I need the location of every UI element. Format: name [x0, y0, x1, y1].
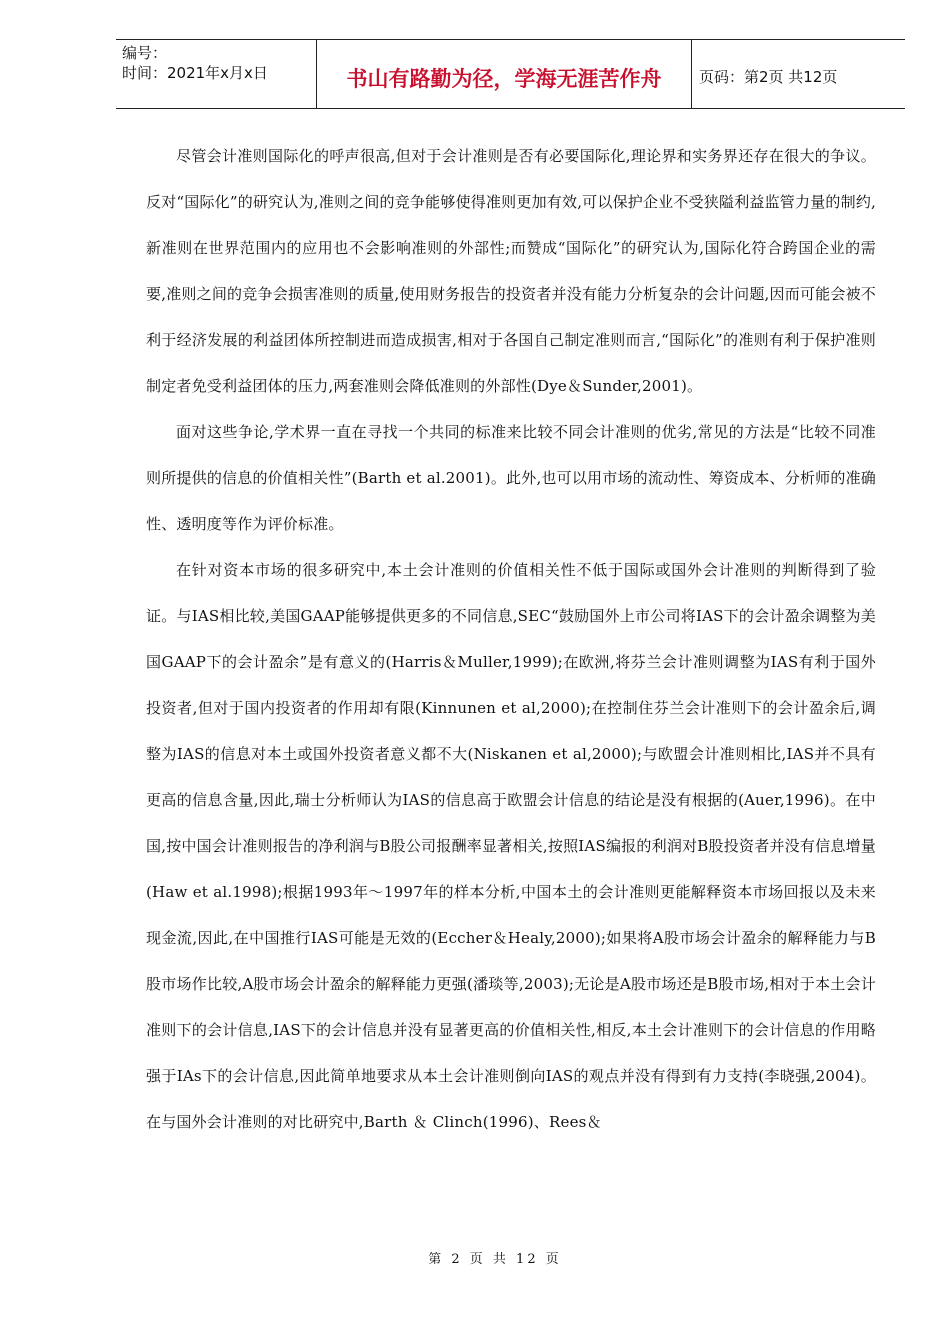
header-page-label: 页码：第2页 共12页 — [699, 68, 838, 86]
document-number-label: 编号： — [122, 44, 168, 62]
document-body — [146, 133, 876, 1145]
page-footer: 第 2 页 共 12 页 — [428, 1252, 562, 1267]
header-motto: 书山有路勤为径，学海无涯苦作舟 — [346, 67, 662, 91]
paragraph: 尽管会计准则国际化的呼声很高,但对于会计准则是否有必要国际化,理论界和实务界还存在很大的争议。反对“国际化”的研究认为,准则之间的竞争能够使得准则更加有效,可以保护企业不受狭隘利益监管力量的制约,新准则在世界范围内的应用也不会影响准则的外部性;而赞成“国际化”的研究认为,国际化符合跨国企业的需要,准则之间的竞争会损害准则的质量,使用财务报告的投资者并没有能力分析复杂的会计问题,因而可能会被不利于经济发展的利益团体所控制进而造成损害,相对于各国自己制定准则而言,“国际化”的准则有利于保护准则制定者免受利益团体的压力,两套准则会降低准则的外部性(Dye＆Sunder,2001)。 — [146, 147, 876, 395]
header-left-cell — [116, 40, 316, 108]
header-right-cell — [691, 40, 905, 108]
page-header — [116, 39, 905, 109]
header-middle-cell — [316, 40, 692, 108]
paragraph: 面对这些争论,学术界一直在寻找一个共同的标准来比较不同会计准则的优劣,常见的方法是“比较不同准则所提供的信息的价值相关性”(Barth et al.2001)。此外,也可以用市场的流动性、筹资成本、分析师的准确性、透明度等作为评价标准。 — [146, 423, 876, 533]
document-time-label: 时间：2021年x月x日 — [122, 64, 268, 82]
paragraph: 在针对资本市场的很多研究中,本土会计准则的价值相关性不低于国际或国外会计准则的判断得到了验证。与IAS相比较,美国GAAP能够提供更多的不同信息,SEC“鼓励国外上市公司将IAS下的会计盈余调整为美国GAAP下的会计盈余”是有意义的(Harris＆Muller,1999);在欧洲,将芬兰会计准则调整为IAS有利于国外投资者,但对于国内投资者的作用却有限(Kinnunen et al,2000);在控制住芬兰会计准则下的会计盈余后,调整为IAS的信息对本土或国外投资者意义都不大(Niskanen et al,2000);与欧盟会计准则相比,IAS并不具有更高的信息含量,因此,瑞士分析师认为IAS的信息高于欧盟会计信息的结论是没有根据的(Auer,1996)。在中国,按中国会计准则报告的净利润与B股公司报酬率显著相关,按照IAS编报的利润对B股投资者并没有信息增量(Haw et al.1998);根据1993年～1997年的样本分析,中国本土的会计准则更能解释资本市场回报以及未来现金流,因此,在中国推行IAS可能是无效的(Eccher＆Healy,2000);如果将A股市场会计盈余的解释能力与B股市场作比较,A股市场会计盈余的解释能力更强(潘琰等,2003);无论是A股市场还是B股市场,相对于本土会计准则下的会计信息,IAS下的会计信息并没有显著更高的价值相关性,相反,本土会计准则下的会计信息的作用略强于IAs下的会计信息,因此简单地要求从本土会计准则倒向IAS的观点并没有得到有力支持(李晓强,2004)。在与国外会计准则的对比研究中,Barth ＆ Clinch(1996)、Rees＆ — [146, 561, 876, 1131]
